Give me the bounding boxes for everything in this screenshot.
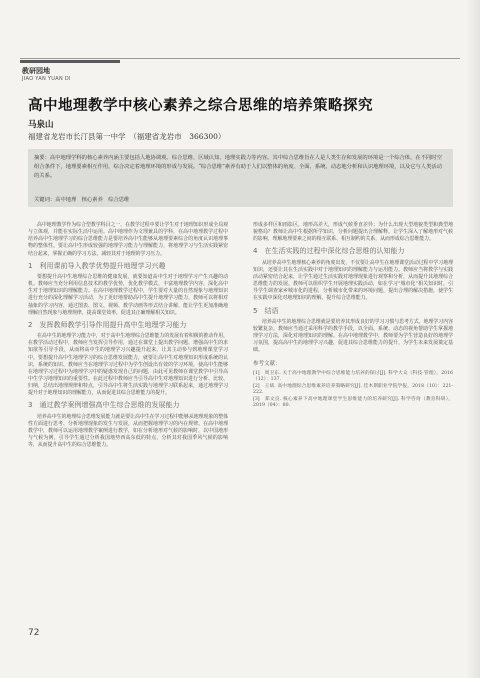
heading-section-2: 2 发挥教师教学引导作用提升高中生地理学习能力 <box>28 320 187 329</box>
section-pinyin: JIAO YAN YUAN DI <box>22 76 71 82</box>
header-accent-bar <box>20 60 120 63</box>
heading-section-1: 1 利用课前导入教学优势提升地理学习兴趣 <box>28 261 166 270</box>
reference-item: [2] 王斌. 高中地理综合思维素养培养策略研究[J]. 佳木斯职业学院学报，2018（10）：221-222. <box>253 383 453 396</box>
page-number: 72 <box>28 628 40 638</box>
section-3-paragraph: 培养高中生的地理综合思维发展能力就是要让高中生在学习过程中能够从地理现象的整体性方面进行思考、分析地理现象的发生与发展，从而把握地理学习的内在规律。在高中地理教学中，教师可以运用地理教学案例进行教学，如在分析地形对气候的影响时，以中国地形与气候为例，引导学生通过分析我国地势西高东低的特点，分析其对我国季风气候的影响等，从而提升高中生的综合思维能力。 <box>28 413 228 449</box>
abstract-text: 摘要：高中地理学科的核心素养内涵主要包括人地协调观、综合思维、区域认知、地理实践力等内容。其中综合思维旨在人是人类生存和发展的环境是一个综合体，在不同时空组合条件下，地理要素相互作用，综合决定着地理环境的形成与发展。“综合思维”素养有助于人们以整体的角度、全面、系统、动态地分析和认识地理环境，以及它与人类活动的关系。 <box>34 155 442 179</box>
page-edge-shadow <box>466 0 480 678</box>
section-name: 教研园地 <box>22 67 50 75</box>
right-column <box>253 222 453 410</box>
author-affiliation: 福建省龙岩市长汀县第一中学 （福建省龙岩市 366300） <box>28 132 226 141</box>
reference-item: [1] 周卫东. 关于高中地理教学中综合思维能力培养的探讨[J]. 科学大众（科技·管理），2016（12）：137. <box>253 370 453 383</box>
author-name: 马泉山 <box>28 120 54 130</box>
left-column <box>28 222 228 449</box>
section-1-paragraph: 要想提升高中生地理综合思维的健康发展，就要知道高中生对于地理学习产生兴趣的动机。教师应当充分利用信息技术的教学优势，优化教学模式，丰富地理教学内容，深化高中生对于地理知识的理解能力。在高中地理教学过程中，学生要对大量的自然现象与地理知识进行充分的深化理解学习活动，为了更好地帮助高中生提升地理学习能力，教师可以将相对抽象的学习内容，通过图表、图文、视频、教学动画等形式结合讲解，能让学生更加准确地理解自然现象与地理规律，提高课堂效率，促进其正确理解相关知识。 <box>28 273 228 316</box>
article-title: 高中地理教学中核心素养之综合思维的培养策略探究 <box>28 98 373 114</box>
continued-paragraph: 形成多样区和雨影区，地形高差大，形成气候垂直差异；为什么出现大型地貌类型和典型地貌格局？教师让高中生根据所学知识，分析问题提出合理解释。让学生深入了解地形对气候的影响，理解地理要素之间的相互联系、相互制约的关系，从而形成综合思维能力。 <box>253 222 453 243</box>
section-2-paragraph: 在高中生的地理学习能力中，对于高中生地理综合思维能力的发展有着积极的推动作用，在教学活动过程中，教师应当发挥引导作用，通过在课堂上提出教学问题、增强高中生的求知欲等引导手段，从而将高中生的地理学习兴趣提升起来，让其主动参与到地理课堂学习中。要想提升高中生地理学习的综合思维发展能力，就要让高中生对地理知识形成系统的认识，系统的知识、教师应当在地理学习过程中为学生创设出有效的学习环境，使高中生能够在地理学习过程中为地理学习中的疑惑发现自己的问题，由此可见教师在课堂教学中引导高中生学习地理知识的重要性。在此过程中教师应当引导高中生对地理知识进行分析、比较、归纳，总结出地理规律和特点，引导高中生将生活实践与地理学习联系起来，通过地理学习提升对于地理知识的理解能力，从而促进其综合思维能力的提升。 <box>28 333 228 397</box>
heading-section-3: 3 通过教学案例增强高中生综合思维的发展能力 <box>28 401 180 410</box>
intro-paragraph: 高中地理教学作为综合型教学科目之一，在教学过程中要让学生对于地理知识形成全局观与立体观，并能在实际生活中运用。高中地理作为文理兼具的学科，在高中地理教学过程中培养高中生地理学习的综合思维能力是要培养高中生能够从地理要素综合的角度认识地理事物的整体性。要让高中生形成较强的地理学习能力与理解能力，将地理学习与生活实践紧密结合起来，掌握正确的学习方法，减轻其对于地理的学习压力。 <box>28 222 228 257</box>
references-title: 参考文献： <box>253 360 281 367</box>
section-5-paragraph: 培养高中生的地理综合思维就是要培养其形成良好的学习习惯与思考方式，地理学习内容较繁复杂。教师应当通过采用科学的教学手段，以全面、系统、动态的视角帮助学生掌握地理学习方法，深化对地理知识的理解。在高中地理教学中，教师要为学生营造良好的地理学习氛围，提高高中生的地理学习兴趣，促进其综合思维能力的提升，为学生未来发展奠定基础。 <box>253 318 453 354</box>
reference-item: [3] 郑文良. 核心素养下高中地理课堂学生思维能力的培养研究[J]. 科学咨询（教育科研），2019（04）：80. <box>253 396 453 409</box>
abstract-box <box>28 149 453 207</box>
heading-section-4: 4 在生活实践的过程中深化综合思维的认知能力 <box>253 247 405 256</box>
heading-section-5: 5 结语 <box>253 306 279 315</box>
section-4-paragraph: 从培养高中生地理核心素养的角度出发，不仅要让高中生在地理课堂活动过程中学习地理知识，还要让其在生活实践中对于地理知识的理解能力与运用能力。教师应当将教学与实践活动紧密结合起来，让学生通过生活实践对地理现象进行观察和分析，从而提升其地理综合思维能力的发展。教师可以组织学生开展地理实践活动，如在学习“城市化”相关知识时，引导学生调查家乡城市化的进程，分析城市化带来的环境问题，提出合理的解决措施，使学生在实践中深化对地理知识的理解，提升综合思维能力。 <box>253 259 453 302</box>
keywords: 关键词：高中地理 核心素养 综合思维 <box>34 197 130 203</box>
header-rule <box>20 58 460 59</box>
